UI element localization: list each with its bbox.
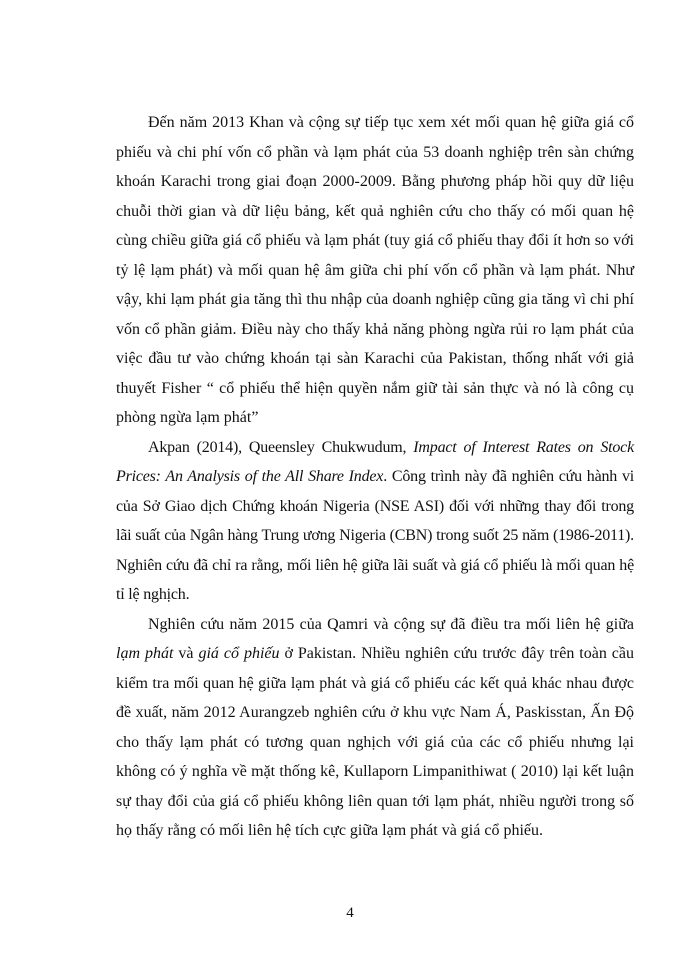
akpan-citation: Akpan (2014), Queensley Chukwudum, <box>148 438 414 456</box>
term-stock-price: giá cổ phiếu <box>198 645 280 662</box>
conjunction: và <box>173 645 199 662</box>
qamri-lead: Nghiên cứu năm 2015 của Qamri và cộng sự đã điều tra mối liên hệ giữa <box>148 615 634 633</box>
body-text <box>116 108 634 846</box>
qamri-summary: ở Pakistan. Nhiều nghiên cứu trước đây trên toàn cầu kiểm tra mối quan hệ giữa lạm phát và giá cổ phiếu các kết quả khác nhau được đề xuất, năm 2012 Aurangzeb nghiên cứu ở khu vực Nam Á, Paskisstan, Ấn Độ cho thấy lạm phát có tương quan nghịch với giá của các cổ phiếu nhưng lại không có ý nghĩa về mặt thống kê, Kullaporn Limpanithiwat ( 2010) lại kết luận sự thay đổi của giá cổ phiếu không liên quan tới lạm phát, nhiều người trong số họ thấy rằng có mối liên hệ tích cực giữa lạm phát và giá cổ phiếu. <box>116 645 635 839</box>
page-number: 4 <box>346 905 354 921</box>
term-inflation: lạm phát <box>116 645 174 662</box>
paragraph-khan-2013: Đến năm 2013 Khan và cộng sự tiếp tục xem xét mối quan hệ giữa giá cổ phiếu và chi phí vốn cổ phần và lạm phát của 53 doanh nghiệp trên sàn chứng khoán Karachi trong giai đoạn 2000-2009. Bằng phương pháp hồi quy dữ liệu chuỗi thời gian và dữ liệu bảng, kết quả nghiên cứu cho thấy có mối quan hệ cùng chiều giữa giá cổ phiếu và lạm phát (tuy giá cổ phiếu thay đổi ít hơn so với tỷ lệ lạm phát) và mối quan hệ âm giữa chi phí vốn cổ phần và lạm phát. Như vậy, khi lạm phát gia tăng thì thu nhập của doanh nghiệp cũng gia tăng vì chi phí vốn cổ phần giảm. Điều này cho thấy khả năng phòng ngừa rủi ro lạm phát của việc đầu tư vào chứng khoán tại sàn Karachi của Pakistan, thống nhất với giả thuyết Fisher “ cổ phiếu thể hiện quyền nắm giữ tài sản thực và nó là công cụ phòng ngừa lạm phát” <box>116 114 634 426</box>
paragraph-qamri-2015 <box>116 610 634 846</box>
paragraph-akpan-2014 <box>116 433 634 610</box>
akpan-work-title: Impact of Interest Rates on Stock Prices: An Analysis of the All Share Index <box>116 438 634 485</box>
akpan-summary: . Công trình này đã nghiên cứu hành vi của Sở Giao dịch Chứng khoán Nigeria (NSE ASI) đối với những thay đổi trong lãi suất của Ngân hàng Trung ương Nigeria (CBN) trong suốt 25 năm (1986-2011). Nghiên cứu đã chỉ ra rằng, mối liên hệ giữa lãi suất và giá cổ phiếu là mối quan hệ tỉ lệ nghịch. <box>116 468 634 603</box>
